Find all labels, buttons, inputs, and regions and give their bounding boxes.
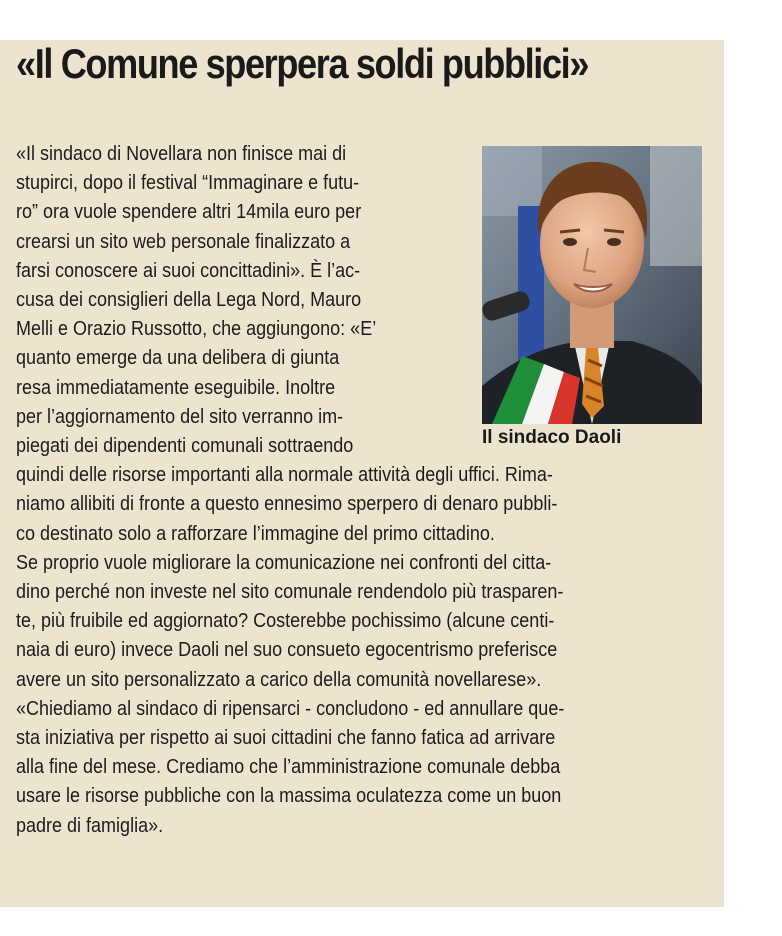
body-line: farsi conoscere ai suoi concittadini». È l’ac- [16, 259, 361, 282]
body-line: ro” ora vuole spendere altri 14mila euro per [16, 201, 362, 224]
body-line: sta iniziativa per rispetto ai suoi cittadini che fanno fatica ad arrivare [16, 727, 556, 750]
body-line: niamo allibiti di fronte a questo ennesimo sperpero di denaro pubbli- [16, 493, 558, 516]
body-line: co destinato solo a rafforzare l’immagine del primo cittadino. [16, 522, 495, 545]
body-line: alla fine del mese. Crediamo che l’amministrazione comunale debba [16, 756, 561, 779]
body-line: te, più fruibile ed aggiornato? Costerebbe pochissimo (alcune centi- [16, 610, 555, 633]
body-line: piegati dei dipendenti comunali sottraendo [16, 435, 354, 458]
photo-caption: Il sindaco Daoli [482, 427, 622, 448]
body-line: naia di euro) invece Daoli nel suo consueto egocentrismo preferisce [16, 639, 558, 662]
body-line: quindi delle risorse importanti alla normale attività degli uffici. Rima- [16, 464, 553, 487]
body-line: stupirci, dopo il festival “Immaginare e futu- [16, 172, 360, 195]
body-line: cusa dei consiglieri della Lega Nord, Mauro [16, 289, 362, 312]
body-line: dino perché non investe nel sito comunale rendendolo più trasparen- [16, 581, 564, 604]
body-line: per l’aggiornamento del sito verranno im- [16, 405, 344, 428]
headline: «Il Comune sperpera soldi pubblici» [16, 40, 589, 87]
article-body [16, 140, 625, 841]
body-line: padre di famiglia». [16, 814, 164, 837]
body-line: usare le risorse pubbliche con la massima oculatezza come un buon [16, 785, 562, 808]
body-line: resa immediatamente eseguibile. Inoltre [16, 376, 336, 399]
body-line: «Chiediamo al sindaco di ripensarci - concludono - ed annullare que- [16, 697, 565, 720]
body-line: Melli e Orazio Russotto, che aggiungono: «E’ [16, 318, 377, 341]
body-line: Se proprio vuole migliorare la comunicazione nei confronti del citta- [16, 551, 552, 574]
body-line: avere un sito personalizzato a carico della comunità novellarese». [16, 668, 542, 691]
body-line: crearsi un sito web personale finalizzato a [16, 230, 351, 253]
body-line: quanto emerge da una delibera di giunta [16, 347, 340, 370]
body-line: «Il sindaco di Novellara non finisce mai di [16, 143, 347, 165]
